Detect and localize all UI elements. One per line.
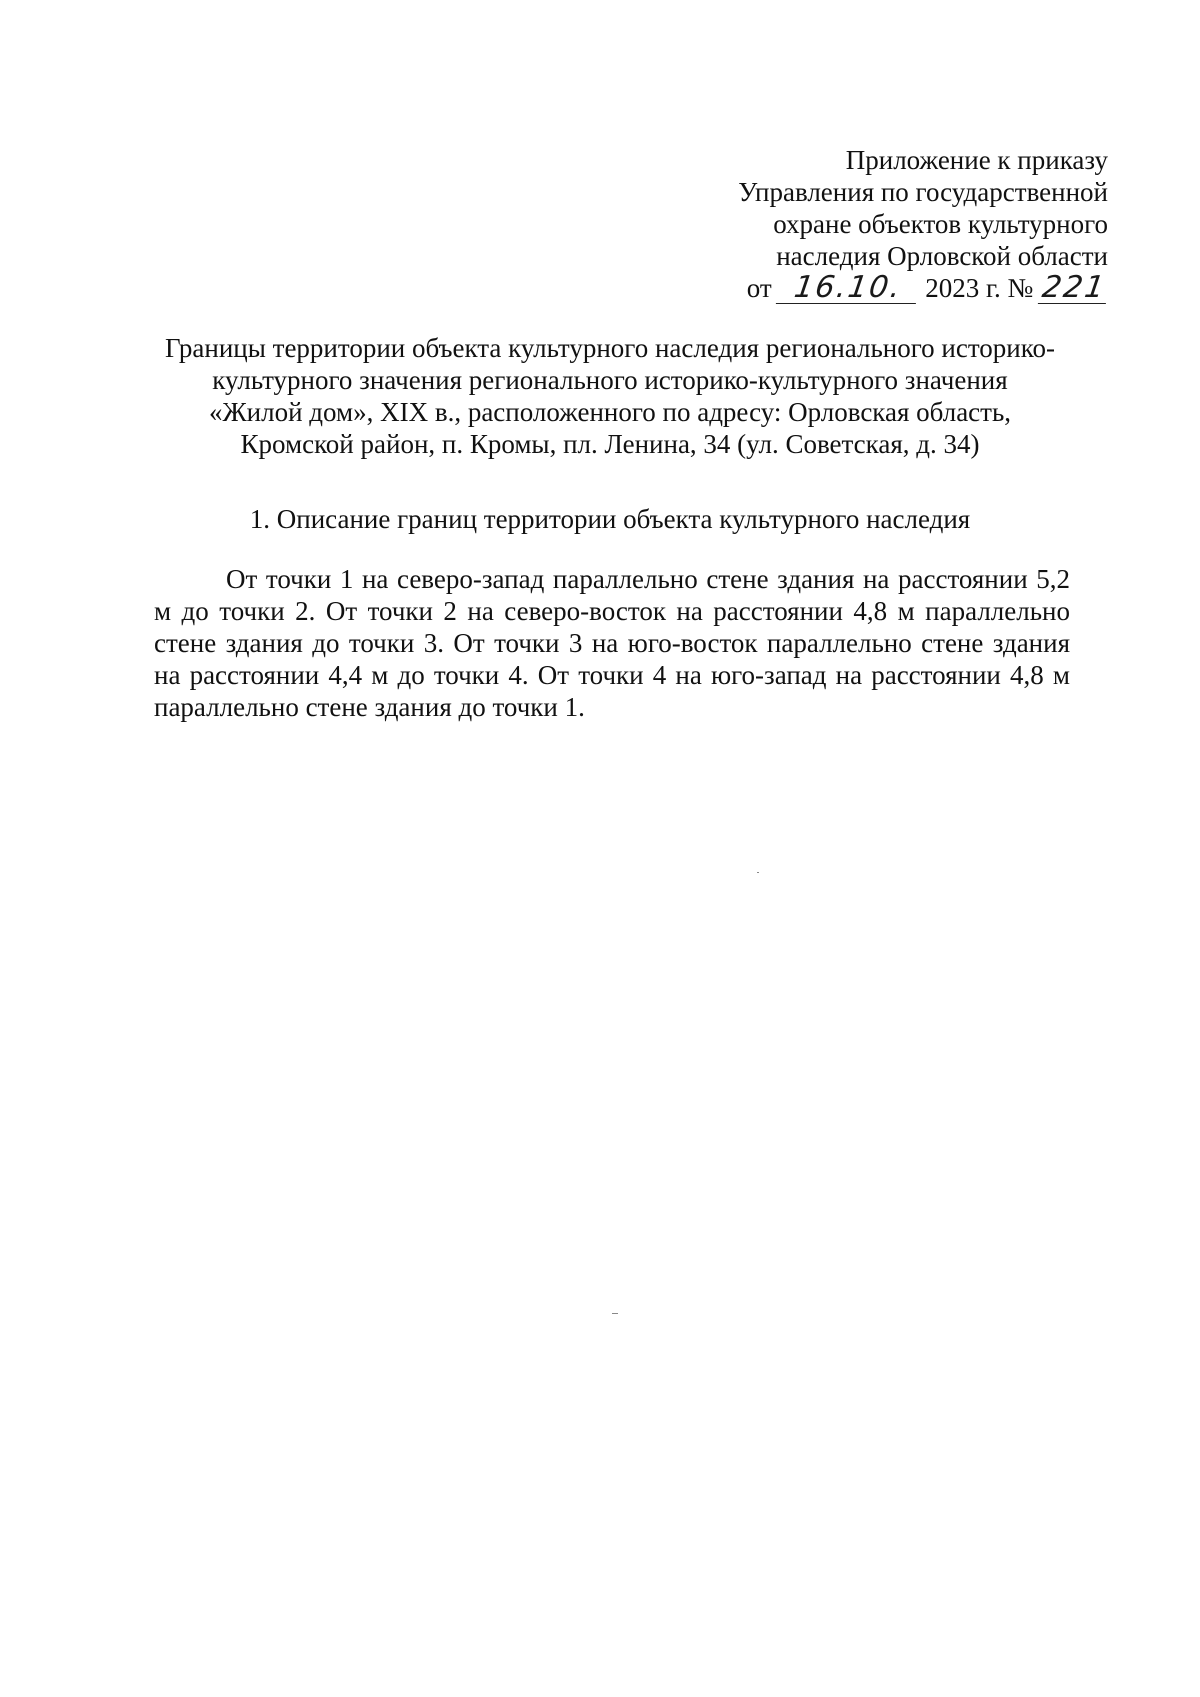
appendix-line-4: наследия Орловской области	[776, 241, 1108, 271]
handwritten-date: 16.10.	[776, 273, 920, 304]
document-title	[150, 332, 1070, 460]
appendix-line-2: Управления по государственной	[738, 177, 1108, 207]
section-heading: 1. Описание границ территории объекта культурного наследия	[249, 504, 971, 534]
boundary-description-paragraph: От точки 1 на северо-запад параллельно стене здания на расстоянии 5,2 м до точки 2. От точки 2 на северо-восток на расстоянии 4,8 м параллельно стене здания до точки 3. От точки 3 на юго-восток параллельно стене здания на расстоянии 4,4 м до точки 4. От точки 4 на юго-запад на расстоянии 4,8 м параллельно стене здания до точки 1.	[154, 564, 1070, 722]
appendix-line-3: охране объектов культурного	[773, 209, 1108, 239]
title-line-3: «Жилой дом», XIX в., расположенного по адресу: Орловская область,	[208, 397, 1012, 427]
date-prefix: от	[746, 273, 772, 303]
scan-artifact	[612, 1313, 618, 1314]
order-date-number-line	[588, 272, 1108, 304]
appendix-header	[588, 144, 1108, 304]
title-line-4: Кромской район, п. Кромы, пл. Ленина, 34 (ул. Советская, д. 34)	[240, 429, 980, 459]
title-line-2: культурного значения регионального историко-культурного значения	[212, 365, 1008, 395]
scan-artifact	[757, 872, 759, 873]
year-number-label: 2023 г. №	[925, 273, 1034, 303]
title-line-1: Границы территории объекта культурного наследия регионального историко-	[165, 333, 1055, 363]
appendix-line-1: Приложение к приказу	[845, 145, 1108, 175]
handwritten-order-number: 221	[1038, 273, 1110, 304]
